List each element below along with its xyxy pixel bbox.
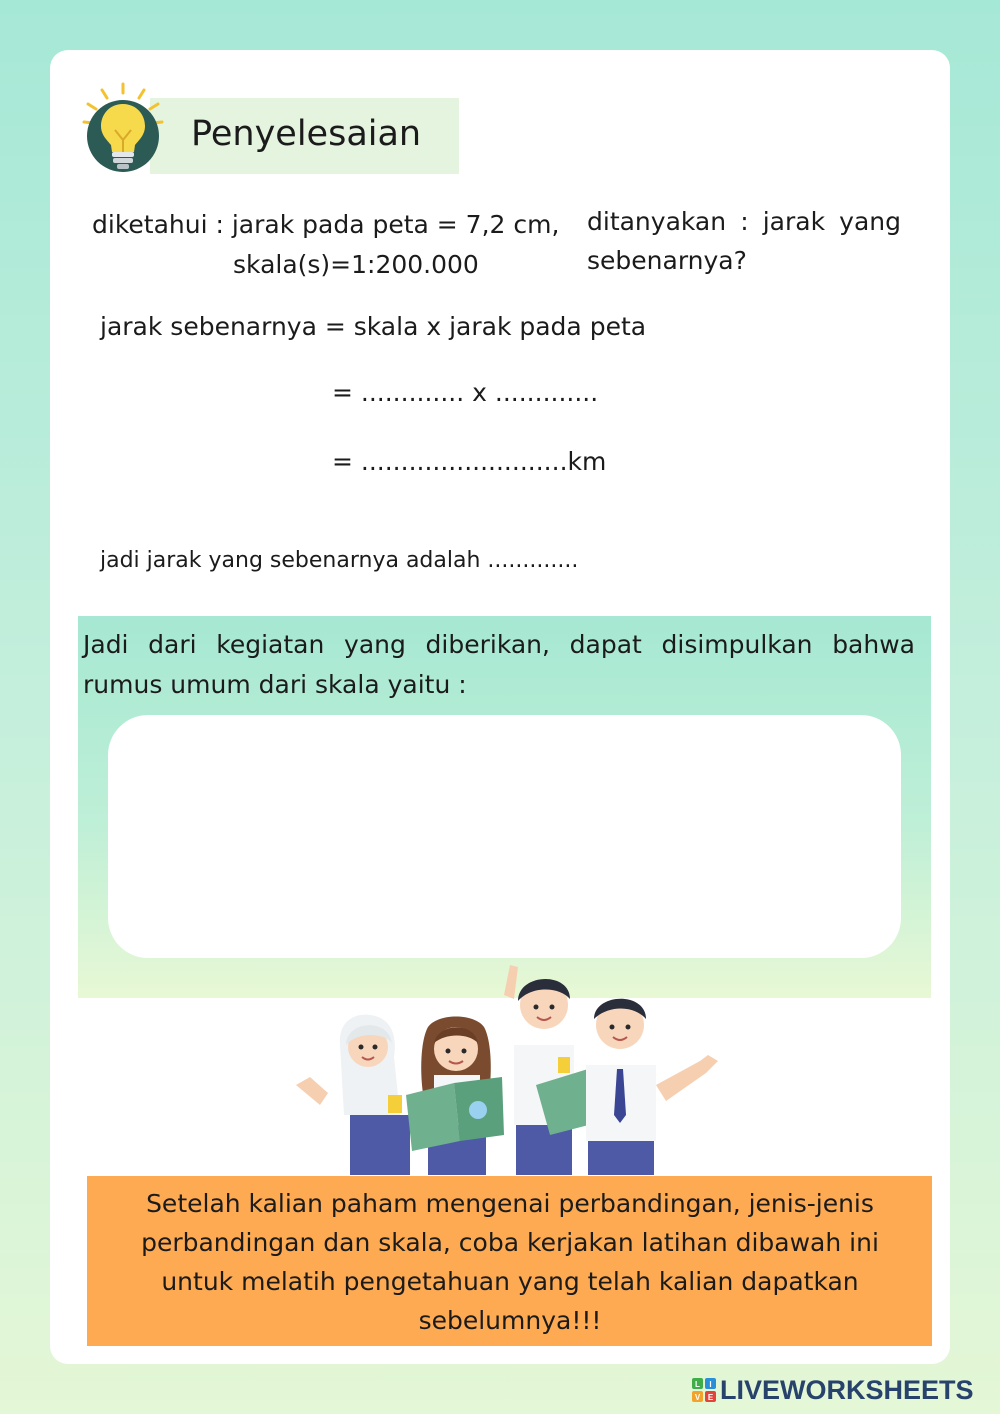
formula-answer-box[interactable] xyxy=(108,715,901,958)
cta-text: Setelah kalian paham mengenai perbandingan, jenis-jenis perbandingan dan skala, coba kerjakan latihan dibawah ini untuk melatih pengetahuan yang telah kalian dapatkan sebelumnya!!! xyxy=(141,1189,879,1335)
logo-letter-v: V xyxy=(694,1393,701,1402)
formula-line: jarak sebenarnya = skala x jarak pada peta xyxy=(100,312,647,341)
step-result-km-blank[interactable]: = ..........................km xyxy=(332,447,607,476)
known-scale: skala(s)=1:200.000 xyxy=(233,250,479,279)
known-info xyxy=(92,205,572,285)
liveworksheets-logo-icon xyxy=(692,1378,716,1402)
step-multiply-blanks[interactable]: = ............. x ............. xyxy=(332,378,599,407)
students-illustration xyxy=(288,965,733,1180)
student-girl-book xyxy=(406,1017,504,1176)
logo-letter-i: I xyxy=(709,1380,712,1389)
final-answer-blank[interactable]: jadi jarak yang sebenarnya adalah ............. xyxy=(100,548,579,573)
logo-letter-l: L xyxy=(695,1380,700,1389)
brand-name: LIVEWORKSHEETS xyxy=(720,1374,974,1405)
logo-letter-e: E xyxy=(707,1393,714,1402)
conclusion-text: Jadi dari kegiatan yang diberikan, dapat disimpulkan bahwa rumus umum dari skala yaitu : xyxy=(83,630,915,699)
asked-question: ditanyakan : jarak yang sebenarnya? xyxy=(587,207,901,275)
liveworksheets-brand[interactable] xyxy=(692,1375,974,1405)
student-boy-waving xyxy=(586,999,718,1175)
student-hijab xyxy=(296,1015,410,1175)
page-title: Penyelesaian xyxy=(191,114,422,154)
lightbulb-icon xyxy=(82,82,164,174)
known-distance: diketahui : jarak pada peta = 7,2 cm, xyxy=(92,210,560,239)
